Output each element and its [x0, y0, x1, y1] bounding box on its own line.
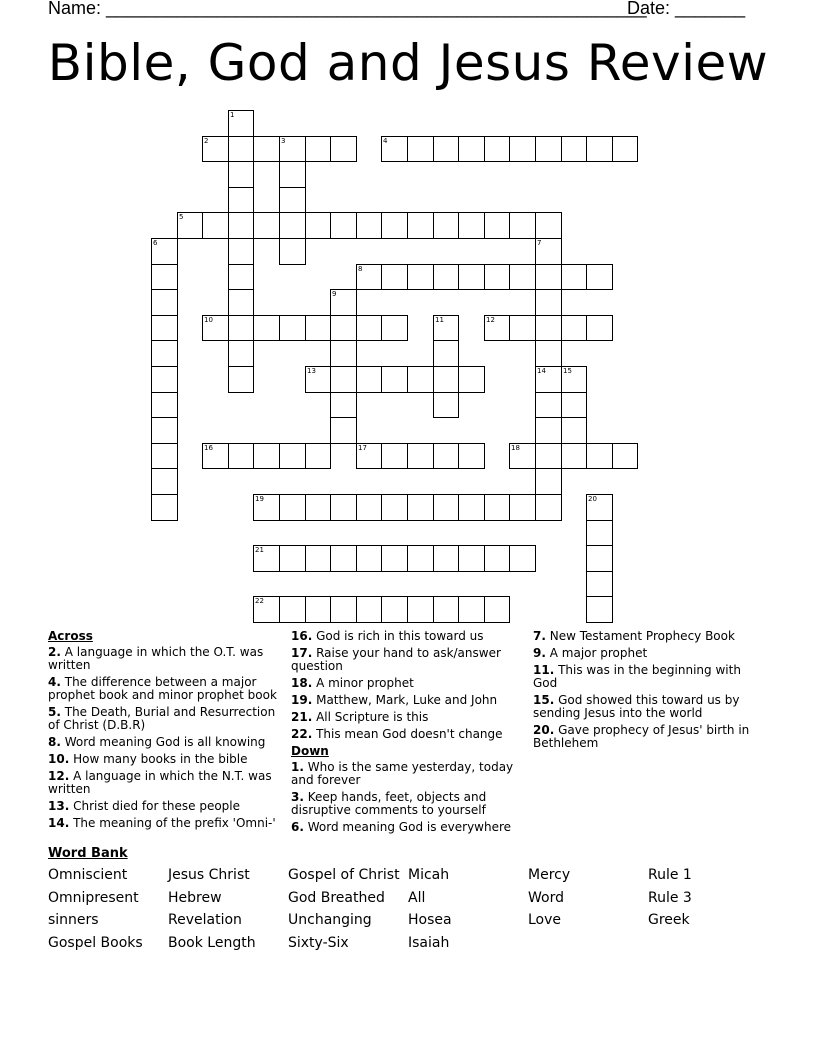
word-bank-word: Mercy: [528, 867, 571, 883]
across-clue: [48, 646, 280, 672]
crossword-cell[interactable]: [433, 494, 459, 521]
crossword-cell[interactable]: [612, 443, 638, 469]
across-clue: [48, 770, 280, 796]
across-heading: Across: [48, 629, 93, 643]
crossword-cell[interactable]: [381, 212, 408, 239]
crossword-cell[interactable]: [151, 494, 178, 521]
clue-number: 11: [435, 316, 444, 324]
clue-number: 7: [537, 239, 542, 247]
crossword-cell[interactable]: [458, 366, 485, 393]
across-clue: [291, 677, 521, 690]
across-clue: [48, 817, 280, 830]
clue-number: 17: [358, 444, 367, 452]
word-bank-word: Isaiah: [408, 935, 450, 951]
crossword-cell[interactable]: [381, 366, 408, 393]
crossword-cell[interactable]: [509, 136, 536, 162]
crossword-cell[interactable]: [305, 136, 331, 162]
clue-number-label: 16.: [291, 629, 313, 643]
word-bank-word: Revelation: [168, 912, 242, 928]
clue-number: 2: [204, 137, 209, 145]
crossword-cell[interactable]: [279, 545, 306, 572]
crossword-cell[interactable]: [586, 545, 613, 572]
crossword-cell[interactable]: [279, 212, 306, 239]
clue-text: This mean God doesn't change: [316, 727, 503, 741]
crossword-cell[interactable]: [561, 136, 587, 162]
crossword-cell[interactable]: [509, 212, 536, 239]
crossword-cell[interactable]: [356, 545, 382, 572]
word-bank-word: Omniscient: [48, 867, 128, 883]
crossword-cell[interactable]: [407, 494, 434, 521]
crossword-cell[interactable]: [458, 494, 485, 521]
crossword-cell[interactable]: [433, 366, 459, 393]
crossword-cell[interactable]: [330, 366, 357, 393]
crossword-cell[interactable]: [433, 136, 459, 162]
across-clue: [48, 800, 280, 813]
crossword-cell[interactable]: [561, 315, 587, 341]
crossword-cell[interactable]: [202, 212, 229, 239]
clue-text: How many books in the bible: [73, 752, 248, 766]
crossword-cell[interactable]: [509, 494, 536, 521]
crossword-cell[interactable]: [228, 264, 254, 290]
clue-number-label: 13.: [48, 799, 70, 813]
crossword-cell[interactable]: [356, 596, 382, 623]
crossword-cell[interactable]: [407, 264, 434, 290]
clue-number-label: 2.: [48, 645, 61, 659]
clues-column-1: [48, 630, 280, 834]
across-clue: [48, 753, 280, 766]
crossword-cell[interactable]: [535, 212, 562, 239]
crossword-cell[interactable]: [484, 596, 510, 623]
crossword-cell[interactable]: [407, 443, 434, 469]
crossword-cell[interactable]: [279, 596, 306, 623]
crossword-cell[interactable]: [356, 494, 382, 521]
crossword-cell[interactable]: [484, 264, 510, 290]
word-bank-title: Word Bank: [48, 846, 128, 861]
crossword-cell[interactable]: [586, 520, 613, 546]
page-title: Bible, God and Jesus Review: [47, 34, 769, 92]
crossword-cell[interactable]: [458, 212, 485, 239]
clue-text: God is rich in this toward us: [316, 629, 484, 643]
across-clue: [291, 711, 521, 724]
crossword-cell[interactable]: [458, 596, 485, 623]
clue-number: 4: [383, 137, 388, 145]
word-bank-word: Rule 3: [648, 890, 692, 906]
crossword-cell[interactable]: [586, 443, 613, 469]
clue-number-label: 1.: [291, 760, 304, 774]
crossword-cell[interactable]: [484, 494, 510, 521]
crossword-cell[interactable]: [356, 315, 382, 341]
crossword-cell[interactable]: [535, 264, 562, 290]
clue-number: 21: [255, 546, 264, 554]
crossword-cell[interactable]: [151, 366, 178, 393]
name-field[interactable]: Name: ______________________________________________________: [48, 0, 647, 18]
clue-number-label: 12.: [48, 769, 70, 783]
crossword-cell[interactable]: [279, 315, 306, 341]
clue-number-label: 3.: [291, 790, 304, 804]
crossword-cell[interactable]: [279, 494, 306, 521]
crossword-cell[interactable]: [484, 212, 510, 239]
crossword-cell[interactable]: [433, 392, 459, 418]
crossword-cell[interactable]: [228, 212, 254, 239]
clues-column-2: [291, 630, 521, 838]
crossword-cell[interactable]: [330, 340, 357, 367]
clue-number: 9: [332, 290, 337, 298]
clue-text: The meaning of the prefix 'Omni-': [73, 816, 276, 830]
word-bank-word: Book Length: [168, 935, 256, 951]
word-bank-word: Micah: [408, 867, 450, 883]
crossword-cell[interactable]: [151, 315, 178, 341]
crossword-cell[interactable]: [561, 443, 587, 469]
clue-number: 13: [307, 367, 316, 375]
word-bank-word: All: [408, 890, 426, 906]
crossword-cell[interactable]: [535, 392, 562, 418]
crossword-cell[interactable]: [458, 136, 485, 162]
clue-text: Word meaning God is everywhere: [307, 820, 512, 834]
crossword-cell[interactable]: [484, 136, 510, 162]
clue-text: A language in which the O.T. was written: [48, 645, 264, 672]
crossword-cell[interactable]: [407, 596, 434, 623]
down-clue: [291, 761, 521, 787]
crossword-cell[interactable]: [151, 443, 178, 469]
crossword-cell[interactable]: [151, 468, 178, 495]
clue-number: 1: [230, 111, 235, 119]
crossword-cell[interactable]: [586, 571, 613, 597]
down-clue: [291, 791, 521, 817]
crossword-cell[interactable]: [151, 340, 178, 367]
clue-text: Who is the same yesterday, today and forever: [291, 760, 514, 787]
clue-text: A language in which the N.T. was written: [48, 769, 272, 796]
clue-number: 6: [153, 239, 158, 247]
crossword-cell[interactable]: [381, 443, 408, 469]
crossword-cell[interactable]: [253, 443, 280, 469]
crossword-cell[interactable]: [330, 136, 357, 162]
crossword-cell[interactable]: [561, 417, 587, 444]
down-heading: Down: [291, 744, 329, 758]
crossword-cell[interactable]: [356, 366, 382, 393]
crossword-cell[interactable]: [407, 366, 434, 393]
crossword-cell[interactable]: [612, 136, 638, 162]
crossword-cell[interactable]: [561, 264, 587, 290]
clue-text: Gave prophecy of Jesus' birth in Bethlehem: [533, 723, 750, 750]
crossword-cell[interactable]: [433, 596, 459, 623]
crossword-cell[interactable]: [228, 443, 254, 469]
crossword-cell[interactable]: [535, 443, 562, 469]
crossword-cell[interactable]: [381, 545, 408, 572]
crossword-cell[interactable]: [535, 468, 562, 495]
clue-text: Matthew, Mark, Luke and John: [316, 693, 498, 707]
crossword-cell[interactable]: [228, 136, 254, 162]
word-bank-word: Gospel of Christ: [288, 867, 400, 883]
crossword-cell[interactable]: [330, 494, 357, 521]
clue-number-label: 10.: [48, 752, 70, 766]
word-bank-word: Word: [528, 890, 564, 906]
crossword-cell[interactable]: [330, 596, 357, 623]
clue-number-label: 17.: [291, 646, 313, 660]
crossword-cell[interactable]: [330, 392, 357, 418]
clue-text: Keep hands, feet, objects and disruptive comments to yourself: [291, 790, 487, 817]
clue-text: Raise your hand to ask/answer question: [291, 646, 501, 673]
crossword-cell[interactable]: [433, 264, 459, 290]
word-bank-word: Unchanging: [288, 912, 372, 928]
clue-text: All Scripture is this: [316, 710, 429, 724]
crossword-cell[interactable]: [228, 366, 254, 393]
crossword-cell[interactable]: [586, 136, 613, 162]
down-clue: [533, 630, 763, 643]
crossword-cell[interactable]: [509, 264, 536, 290]
word-bank-word: sinners: [48, 912, 99, 928]
crossword-cell[interactable]: [305, 212, 331, 239]
clue-text: A major prophet: [549, 646, 648, 660]
crossword-cell[interactable]: [535, 417, 562, 444]
clue-number: 20: [588, 495, 597, 503]
clue-number: 12: [486, 316, 495, 324]
crossword-cell[interactable]: [381, 315, 408, 341]
crossword-cell[interactable]: [305, 443, 331, 469]
crossword-cell[interactable]: [253, 315, 280, 341]
across-clue: [48, 736, 280, 749]
crossword-cell[interactable]: [407, 136, 434, 162]
crossword-cell[interactable]: [151, 392, 178, 418]
clue-text: The difference between a major prophet book and minor prophet book: [48, 675, 277, 702]
crossword-cell[interactable]: [535, 340, 562, 367]
crossword-cell[interactable]: [381, 494, 408, 521]
crossword-cell[interactable]: [279, 443, 306, 469]
crossword-cell[interactable]: [458, 264, 485, 290]
crossword-cell[interactable]: [228, 340, 254, 367]
clue-text: Christ died for these people: [73, 799, 241, 813]
clue-number: 14: [537, 367, 546, 375]
crossword-cell[interactable]: [458, 545, 485, 572]
clue-number-label: 21.: [291, 710, 313, 724]
down-clue: [533, 647, 763, 660]
clue-text: New Testament Prophecy Book: [549, 629, 735, 643]
clue-text: God showed this toward us by sending Jesus into the world: [533, 693, 740, 720]
crossword-cell[interactable]: [535, 494, 562, 521]
across-clue: [48, 706, 280, 732]
crossword-cell[interactable]: [330, 417, 357, 444]
crossword-cell[interactable]: [253, 212, 280, 239]
crossword-cell[interactable]: [535, 315, 562, 341]
crossword-cell[interactable]: [305, 545, 331, 572]
crossword-cell[interactable]: [433, 545, 459, 572]
across-clue: [48, 676, 280, 702]
clue-number: 10: [204, 316, 213, 324]
crossword-cell[interactable]: [381, 596, 408, 623]
clue-number-label: 6.: [291, 820, 304, 834]
crossword-cell[interactable]: [330, 545, 357, 572]
crossword-cell[interactable]: [407, 545, 434, 572]
date-field[interactable]: Date: _______: [627, 0, 746, 18]
crossword-cell[interactable]: [509, 545, 536, 572]
crossword-cell[interactable]: [228, 315, 254, 341]
crossword-cell[interactable]: [586, 596, 613, 623]
clue-number: 3: [281, 137, 286, 145]
clue-text: A minor prophet: [316, 676, 414, 690]
clue-number-label: 5.: [48, 705, 61, 719]
clue-number: 18: [511, 444, 520, 452]
crossword-cell[interactable]: [407, 212, 434, 239]
clue-text: This was in the beginning with God: [533, 663, 741, 690]
crossword-cell[interactable]: [561, 392, 587, 418]
word-bank-word: Love: [528, 912, 562, 928]
clue-number: 22: [255, 597, 264, 605]
crossword-cell[interactable]: [228, 187, 254, 213]
crossword-cell[interactable]: [228, 289, 254, 316]
crossword-cell[interactable]: [433, 340, 459, 367]
word-bank-word: Greek: [648, 912, 690, 928]
clue-number-label: 11.: [533, 663, 555, 677]
crossword-cell[interactable]: [586, 315, 613, 341]
clue-number-label: 15.: [533, 693, 555, 707]
crossword-cell[interactable]: [228, 238, 254, 265]
crossword-cell[interactable]: [305, 596, 331, 623]
across-clue: [291, 630, 521, 643]
crossword-cell[interactable]: [535, 136, 562, 162]
clue-number: 15: [563, 367, 572, 375]
word-bank-word: Jesus Christ: [168, 867, 250, 883]
clues-column-3: [533, 630, 763, 754]
clue-number-label: 19.: [291, 693, 313, 707]
clue-number-label: 7.: [533, 629, 546, 643]
clue-number: 16: [204, 444, 213, 452]
clue-number-label: 18.: [291, 676, 313, 690]
word-bank-word: Sixty-Six: [288, 935, 349, 951]
clue-number-label: 14.: [48, 816, 70, 830]
clue-number-label: 4.: [48, 675, 61, 689]
word-bank-word: Rule 1: [648, 867, 692, 883]
crossword-cell[interactable]: [586, 264, 613, 290]
down-clue: [533, 724, 763, 750]
down-clue: [533, 664, 763, 690]
word-bank-word: Omnipresent: [48, 890, 139, 906]
clue-number: 19: [255, 495, 264, 503]
clue-number-label: 8.: [48, 735, 61, 749]
crossword-cell[interactable]: [330, 212, 357, 239]
crossword-cell[interactable]: [356, 212, 382, 239]
crossword-cell[interactable]: [305, 315, 331, 341]
down-clue: [291, 821, 521, 834]
crossword-cell[interactable]: [279, 161, 306, 188]
crossword-cell[interactable]: [305, 494, 331, 521]
word-bank-word: Hebrew: [168, 890, 222, 906]
crossword-cell[interactable]: [151, 417, 178, 444]
across-clue: [291, 728, 521, 741]
clue-number: 5: [179, 213, 184, 221]
word-bank-word: Gospel Books: [48, 935, 143, 951]
crossword-cell[interactable]: [330, 315, 357, 341]
crossword-cell[interactable]: [381, 264, 408, 290]
clue-number: 8: [358, 265, 363, 273]
crossword-cell[interactable]: [279, 187, 306, 213]
down-clue: [533, 694, 763, 720]
crossword-cell[interactable]: [253, 136, 280, 162]
crossword-cell[interactable]: [535, 289, 562, 316]
crossword-cell[interactable]: [151, 289, 178, 316]
clue-text: Word meaning God is all knowing: [64, 735, 266, 749]
across-clue: [291, 694, 521, 707]
clue-number-label: 9.: [533, 646, 546, 660]
clue-text: The Death, Burial and Resurrection of Christ (D.B.R): [48, 705, 276, 732]
clue-number-label: 22.: [291, 727, 313, 741]
crossword-cell[interactable]: [484, 545, 510, 572]
word-bank-word: God Breathed: [288, 890, 385, 906]
crossword-cell[interactable]: [509, 315, 536, 341]
clue-number-label: 20.: [533, 723, 555, 737]
crossword-cell[interactable]: [458, 443, 485, 469]
crossword-cell[interactable]: [228, 161, 254, 188]
crossword-cell[interactable]: [433, 443, 459, 469]
crossword-cell[interactable]: [433, 212, 459, 239]
word-bank-word: Hosea: [408, 912, 452, 928]
crossword-cell[interactable]: [279, 238, 306, 265]
crossword-cell[interactable]: [151, 264, 178, 290]
across-clue: [291, 647, 521, 673]
